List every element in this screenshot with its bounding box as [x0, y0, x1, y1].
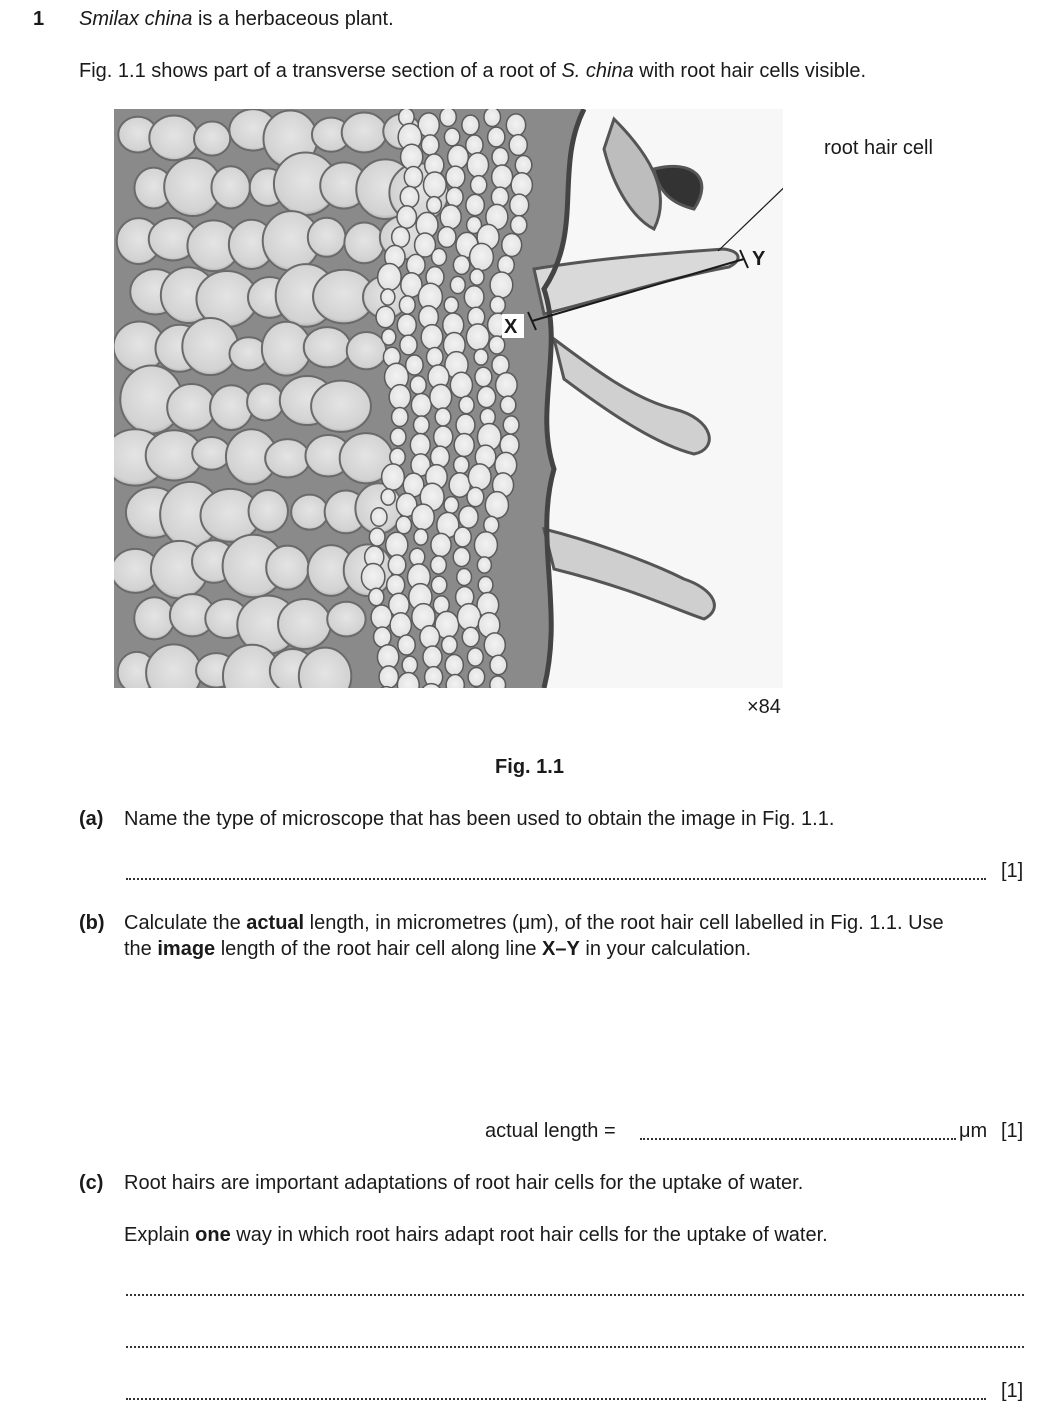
epidermis-cell	[462, 115, 479, 135]
part-b-t3: the	[124, 938, 158, 960]
epidermis-cell	[423, 646, 442, 668]
epidermis-cell	[462, 627, 479, 647]
epidermis-cell	[387, 575, 405, 596]
epidermis-cell	[484, 109, 501, 127]
epidermis-cell	[386, 532, 408, 557]
epidermis-cell	[392, 227, 410, 248]
epidermis-cell	[474, 349, 488, 365]
part-a-text: Name the type of microscope that has been used to obtain the image in Fig. 1.1.	[124, 808, 835, 830]
epidermis-cell	[361, 564, 384, 591]
epidermis-cell	[477, 386, 495, 407]
epidermis-cell	[491, 187, 508, 207]
epidermis-cell	[484, 633, 505, 657]
part-b-bold-actual: actual	[246, 912, 305, 934]
cortex-cell	[278, 599, 331, 649]
figure-intro-b: with root hair cells visible.	[633, 60, 867, 82]
cortex-cell	[266, 546, 309, 590]
epidermis-cell	[388, 555, 406, 575]
part-b-text-line2	[124, 938, 751, 961]
epidermis-cell	[369, 528, 385, 546]
micrograph-svg	[114, 109, 783, 688]
epidermis-cell	[444, 297, 458, 313]
figure-intro-sentence	[79, 60, 866, 83]
cortex-cell	[167, 384, 216, 431]
epidermis-cell	[390, 613, 411, 638]
root-hair-cell-label: root hair cell	[824, 137, 933, 159]
epidermis-cell	[435, 408, 451, 426]
epidermis-cell	[421, 325, 443, 350]
epidermis-cell	[442, 636, 458, 654]
epidermis-cell	[400, 335, 417, 355]
epidermis-cell	[470, 243, 494, 270]
epidermis-cell	[478, 577, 493, 594]
epidermis-cell	[446, 675, 464, 688]
species-name: Smilax china	[79, 8, 193, 30]
epidermis-cell	[397, 314, 416, 336]
cortex-cell	[249, 490, 288, 532]
epidermis-cell	[411, 394, 431, 417]
epidermis-cell	[467, 648, 483, 666]
epidermis-cell	[404, 166, 422, 187]
cortex-cell	[247, 384, 284, 421]
epidermis-cell	[490, 676, 506, 688]
epidermis-cell	[398, 635, 415, 655]
epidermis-cell	[400, 186, 419, 207]
figure-caption: Fig. 1.1	[495, 756, 564, 778]
epidermis-cell	[369, 588, 384, 605]
epidermis-cell	[457, 604, 480, 631]
epidermis-cell	[454, 527, 471, 547]
epidermis-cell	[459, 396, 474, 413]
magnification-label: ×84	[747, 696, 781, 718]
epidermis-cell	[432, 248, 447, 265]
cortex-cell	[344, 222, 384, 263]
epidermis-cell	[396, 516, 411, 534]
x-label: X	[504, 316, 518, 338]
figure-intro-a: Fig. 1.1 shows part of a transverse section of a root of	[79, 60, 562, 82]
epidermis-cell	[446, 187, 463, 206]
epidermis-cell	[397, 206, 416, 228]
epidermis-cell	[392, 408, 409, 427]
epidermis-cell	[402, 656, 417, 674]
epidermis-cell	[448, 145, 469, 169]
epidermis-cell	[500, 396, 515, 414]
cortex-cell	[347, 332, 386, 369]
epidermis-cell	[379, 666, 398, 688]
epidermis-cell	[430, 384, 452, 409]
epidermis-cell	[454, 433, 474, 456]
epidermis-cell	[453, 256, 469, 275]
epidermis-cell	[467, 153, 488, 178]
epidermis-cell	[492, 165, 513, 189]
epidermis-cell	[371, 508, 387, 527]
epidermis-cell	[431, 576, 446, 594]
intro-rest: is a herbaceous plant.	[192, 8, 394, 30]
epidermis-cell	[371, 605, 392, 629]
epidermis-cell	[445, 655, 463, 676]
epidermis-cell	[475, 367, 492, 386]
intro-sentence	[79, 8, 394, 31]
epidermis-cell	[503, 416, 519, 434]
cortex-cell	[210, 385, 252, 430]
cortex-cell	[308, 218, 346, 257]
epidermis-cell	[414, 416, 430, 434]
epidermis-cell	[489, 336, 505, 354]
epidermis-cell	[511, 173, 532, 197]
epidermis-cell	[410, 548, 425, 566]
part-b-mark: [1]	[1001, 1120, 1024, 1142]
epidermis-cell	[376, 306, 395, 328]
part-c-letter: (c)	[79, 1172, 104, 1194]
figure-intro-species: S. china	[561, 60, 634, 82]
part-a-answer-line[interactable]	[126, 878, 986, 880]
epidermis-cell	[471, 176, 487, 195]
epidermis-cell	[431, 533, 451, 556]
cortex-cell	[194, 122, 230, 156]
epidermis-cell	[444, 497, 459, 514]
epidermis-cell	[438, 227, 456, 248]
epidermis-cell	[381, 489, 395, 505]
epidermis-cell	[450, 276, 465, 293]
epidermis-cell	[490, 296, 505, 313]
part-c-i1: Explain	[124, 1224, 196, 1246]
epidermis-cell	[381, 289, 395, 305]
epidermis-cell	[496, 373, 518, 398]
part-c-instruction	[124, 1224, 828, 1247]
epidermis-cell	[477, 557, 491, 573]
question-number: 1	[33, 8, 45, 30]
cortex-cell	[342, 113, 387, 153]
part-c-answer-line-2[interactable]	[126, 1346, 1024, 1348]
epidermis-cell	[453, 547, 470, 566]
cortex-cell	[291, 495, 328, 530]
epidermis-cell	[490, 272, 513, 298]
epidermis-cell	[466, 194, 485, 215]
epidermis-cell	[511, 216, 527, 235]
cortex-cell	[304, 327, 351, 367]
epidermis-cell	[506, 114, 525, 136]
epidermis-cell	[474, 532, 497, 558]
cortex-cell	[211, 166, 250, 208]
epidermis-cell	[466, 135, 483, 155]
cortex-cell	[182, 318, 238, 375]
epidermis-cell	[382, 329, 396, 345]
part-c-answer-line-3[interactable]	[126, 1398, 986, 1400]
part-c-i2: way in which root hairs adapt root hair cells for the uptake of water.	[230, 1224, 828, 1246]
cortex-cell	[192, 437, 230, 470]
epidermis-cell	[382, 464, 405, 490]
epidermis-cell	[434, 426, 453, 448]
unit-label: μm	[959, 1120, 988, 1142]
epidermis-cell	[502, 234, 522, 257]
epidermis-cell	[414, 529, 428, 545]
epidermis-cell	[446, 166, 465, 188]
epidermis-cell	[515, 155, 532, 174]
actual-length-answer-line[interactable]	[640, 1138, 956, 1140]
part-c-bold-one: one	[195, 1224, 231, 1246]
cortex-cell	[149, 115, 198, 160]
epidermis-cell	[492, 148, 509, 167]
epidermis-cell	[488, 127, 505, 147]
epidermis-cell	[457, 568, 472, 585]
actual-length-label: actual length =	[485, 1120, 616, 1142]
part-b-t4: length of the root hair cell along line	[215, 938, 543, 960]
epidermis-cell	[389, 385, 410, 410]
epidermis-cell	[427, 197, 442, 214]
epidermis-cell	[440, 205, 461, 229]
epidermis-cell	[456, 414, 475, 436]
part-c-text: Root hairs are important adaptations of root hair cells for the uptake of water.	[124, 1172, 804, 1194]
epidermis-cell	[390, 428, 406, 446]
epidermis-cell	[420, 626, 440, 649]
part-b-letter: (b)	[79, 912, 105, 934]
epidermis-cell	[410, 376, 426, 395]
y-label: Y	[752, 248, 766, 270]
epidermis-cell	[510, 194, 529, 216]
part-c-answer-line-1[interactable]	[126, 1294, 1024, 1296]
epidermis-cell	[410, 434, 430, 457]
epidermis-cell	[378, 263, 401, 290]
epidermis-cell	[454, 456, 469, 474]
part-b-bold-xy: X–Y	[542, 938, 580, 960]
epidermis-cell	[444, 128, 459, 146]
epidermis-cell	[399, 296, 415, 314]
part-b-t2: length, in micrometres (μm), of the root hair cell labelled in Fig. 1.1. Use	[304, 912, 944, 934]
part-c-mark: [1]	[1001, 1380, 1024, 1402]
epidermis-cell	[431, 556, 447, 574]
part-b-t1: Calculate the	[124, 912, 247, 934]
epidermis-cell	[509, 135, 527, 156]
part-b-bold-image: image	[157, 938, 216, 960]
part-b-text-line1	[124, 912, 944, 935]
cortex-cell	[311, 381, 371, 432]
epidermis-cell	[464, 286, 484, 309]
epidermis-cell	[459, 506, 478, 528]
epidermis-cell	[485, 492, 508, 519]
epidermis-cell	[470, 269, 484, 285]
epidermis-cell	[440, 109, 456, 126]
micrograph-image	[114, 109, 783, 688]
cortex-cell	[134, 597, 174, 639]
part-a-letter: (a)	[79, 808, 104, 830]
epidermis-cell	[468, 667, 485, 686]
cortex-cell	[327, 602, 365, 637]
epidermis-cell	[421, 135, 439, 155]
part-a-mark: [1]	[1001, 860, 1024, 882]
epidermis-cell	[490, 655, 507, 674]
part-b-t5: in your calculation.	[579, 938, 752, 960]
epidermis-cell	[427, 348, 443, 367]
cortex-cell	[265, 439, 310, 477]
epidermis-cell	[450, 372, 472, 397]
epidermis-cell	[468, 464, 491, 490]
epidermis-cell	[412, 504, 434, 530]
epidermis-cell	[466, 324, 489, 350]
epidermis-cell	[423, 172, 446, 198]
epidermis-cell	[467, 487, 484, 506]
